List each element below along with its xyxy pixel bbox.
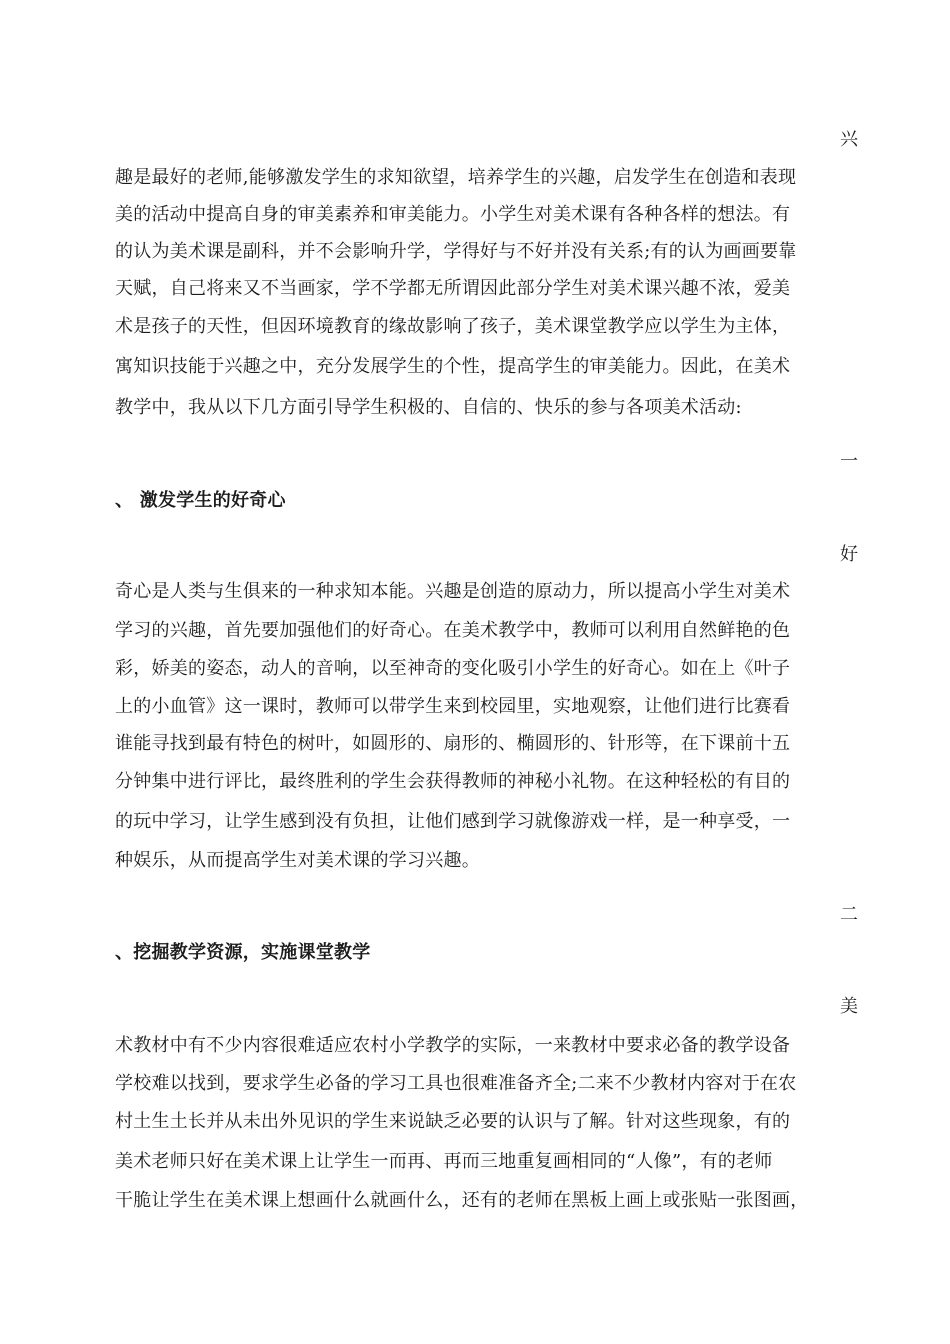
dropcap: 好 [840, 544, 858, 565]
paragraph-line: 谁能寻找到最有特色的树叶，如圆形的、扇形的、椭圆形的、针形等，在下课前十五 [115, 733, 791, 754]
section-number: 二 [840, 904, 858, 925]
paragraph-line: 的玩中学习，让学生感到没有负担，让他们感到学习就像游戏一样，是一种享受，一 [115, 811, 791, 832]
paragraph-line: 干脆让学生在美术课上想画什么就画什么，还有的老师在黑板上画上或张贴一张图画， [115, 1190, 809, 1211]
paragraph-line: 术教材中有不少内容很难适应农村小学教学的实际，一来教材中要求必备的教学设备 [115, 1035, 791, 1056]
dropcap: 美 [840, 996, 858, 1017]
paragraph-line: 趣是最好的老师,能够激发学生的求知欲望，培养学生的兴趣，启发学生在创造和表现 [115, 167, 797, 188]
paragraph-line: 的认为美术课是副科，并不会影响升学，学得好与不好并没有关系;有的认为画画要靠 [115, 241, 797, 262]
section-heading: 、挖掘教学资源，实施课堂教学 [115, 942, 371, 963]
paragraph-line: 美的活动中提高自身的审美素养和审美能力。小学生对美术课有各种各样的想法。有 [115, 204, 791, 225]
dropcap: 兴 [840, 129, 858, 150]
paragraph-line: 上的小血管》这一课时，教师可以带学生来到校园里，实地观察，让他们进行比赛看 [115, 696, 791, 717]
section-heading: 、 激发学生的好奇心 [115, 490, 286, 511]
paragraph-line: 奇心是人类与生俱来的一种求知本能。兴趣是创造的原动力，所以提高小学生对美术 [115, 581, 791, 602]
paragraph-line: 寓知识技能于兴趣之中，充分发展学生的个性，提高学生的审美能力。因此，在美术 [115, 356, 791, 377]
paragraph-line: 村土生土长并从未出外见识的学生来说缺乏必要的认识与了解。针对这些现象，有的 [115, 1111, 791, 1132]
section-number: 一 [840, 451, 858, 472]
paragraph-line: 学习的兴趣，首先要加强他们的好奇心。在美术教学中，教师可以利用自然鲜艳的色 [115, 620, 791, 641]
paragraph-line: 分钟集中进行评比，最终胜利的学生会获得教师的神秘小礼物。在这种轻松的有目的 [115, 771, 791, 792]
paragraph-line: 术是孩子的天性，但因环境教育的缘故影响了孩子，美术课堂教学应以学生为主体， [115, 316, 791, 337]
paragraph-line: 彩，娇美的姿态，动人的音响，以至神奇的变化吸引小学生的好奇心。如在上《叶子 [115, 658, 791, 679]
paragraph-line: 学校难以找到，要求学生必备的学习工具也很难准备齐全;二来不少教材内容对于在农 [115, 1073, 797, 1094]
paragraph-line: 天赋，自己将来又不当画家，学不学都无所谓因此部分学生对美术课兴趣不浓，爱美 [115, 278, 791, 299]
paragraph-line: 美术老师只好在美术课上让学生一而再、再而三地重复画相同的“人像”，有的老师 [115, 1151, 773, 1172]
paragraph-line: 教学中，我从以下几方面引导学生积极的、自信的、快乐的参与各项美术活动: [115, 397, 742, 418]
paragraph-line: 种娱乐，从而提高学生对美术课的学习兴趣。 [115, 850, 480, 871]
